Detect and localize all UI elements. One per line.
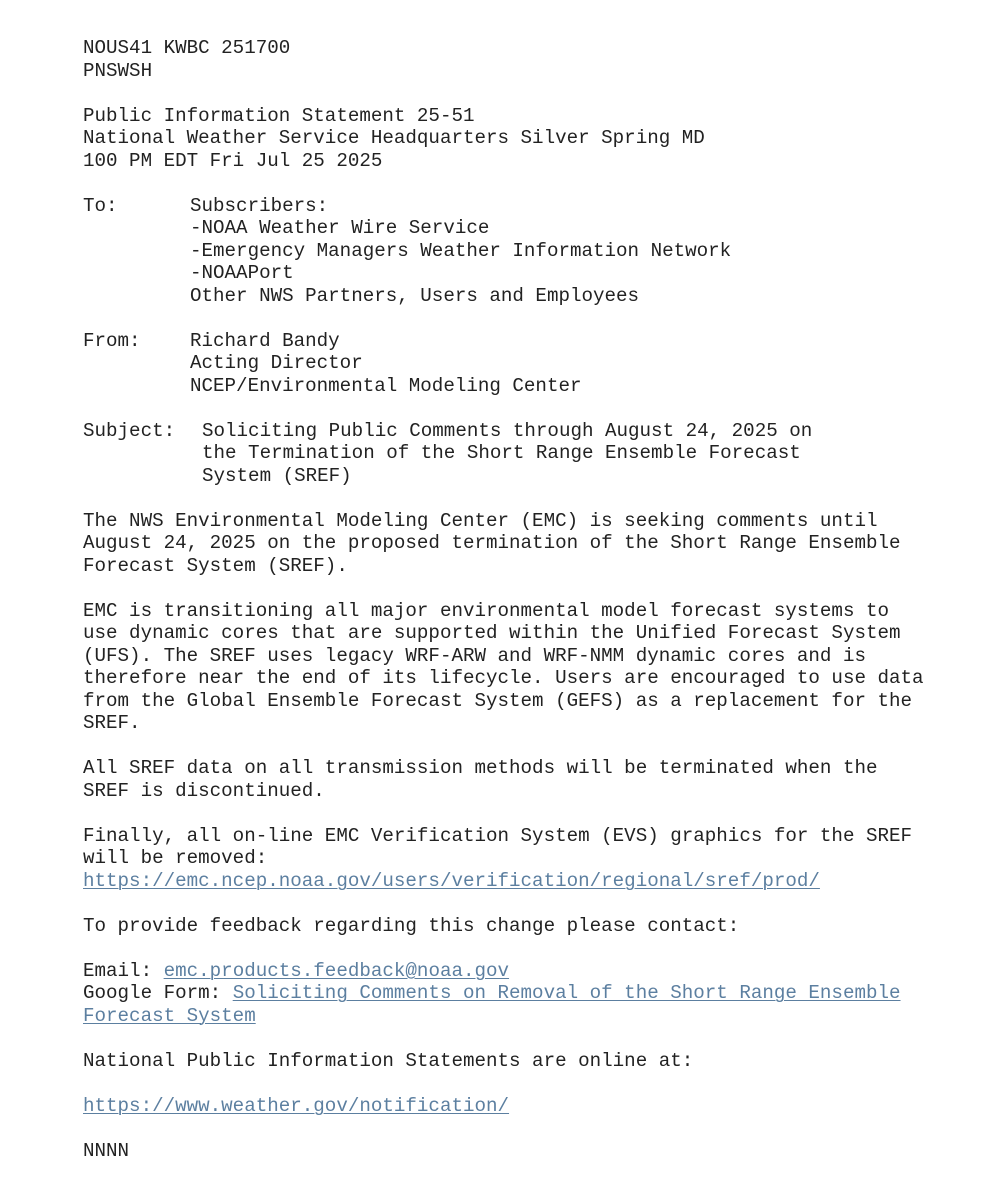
paragraph-line: from the Global Ensemble Forecast System (GEFS) as a replacement for the xyxy=(83,689,913,712)
spacer xyxy=(83,1117,973,1140)
paragraph-data-termination xyxy=(83,757,973,802)
paragraph-line: Finally, all on-line EMC Verification System (EVS) graphics for the SREF xyxy=(83,824,913,847)
paragraph-line: EMC is transitioning all major environmental model forecast systems to xyxy=(83,599,890,622)
spacer xyxy=(83,397,973,420)
issue-datetime: 100 PM EDT Fri Jul 25 2025 xyxy=(83,149,383,172)
paragraph-transition xyxy=(83,600,973,735)
to-line: -NOAA Weather Wire Service xyxy=(190,217,490,239)
paragraph-line: Forecast System (SREF). xyxy=(83,554,348,577)
to-line: -Emergency Managers Weather Information Network xyxy=(190,239,732,262)
from-line: NCEP/Environmental Modeling Center xyxy=(190,374,582,397)
spacer xyxy=(83,892,973,915)
email-link[interactable]: emc.products.feedback@noaa.gov xyxy=(163,959,510,982)
spacer xyxy=(83,172,973,195)
online-statements-text: National Public Information Statements are online at: xyxy=(83,1049,694,1072)
google-form-link[interactable]: Soliciting Comments on Removal of the Short Range Ensemble xyxy=(232,982,901,1004)
awips-id: PNSWSH xyxy=(83,59,153,82)
paragraph-line: The NWS Environmental Modeling Center (EMC) is seeking comments until xyxy=(83,509,878,532)
to-line: Subscribers: xyxy=(190,194,329,217)
paragraph-line: (UFS). The SREF uses legacy WRF-ARW and WRF-NMM dynamic cores and is xyxy=(83,644,866,667)
feedback-intro: To provide feedback regarding this change please contact: xyxy=(83,914,740,937)
subject-line: System (SREF) xyxy=(202,464,352,487)
subject-label: Subject: xyxy=(83,419,176,442)
spacer xyxy=(83,1027,973,1050)
paragraph-line: SREF is discontinued. xyxy=(83,779,325,802)
google-form-link-continued[interactable]: Forecast System xyxy=(83,1004,256,1027)
paragraph-evs-graphics xyxy=(83,825,973,893)
subject-block xyxy=(83,420,973,488)
paragraph-line: use dynamic cores that are supported within the Unified Forecast System xyxy=(83,622,901,644)
to-block xyxy=(83,195,973,308)
end-marker: NNNN xyxy=(83,1139,130,1162)
email-label: Email: xyxy=(83,959,164,982)
from-line: Acting Director xyxy=(190,352,363,374)
paragraph-line: will be removed: xyxy=(83,847,268,869)
from-block xyxy=(83,330,973,398)
spacer xyxy=(83,735,973,758)
spacer xyxy=(83,487,973,510)
from-label: From: xyxy=(83,329,141,352)
paragraph-line: SREF. xyxy=(83,712,141,734)
spacer xyxy=(83,82,973,105)
paragraph-line: All SREF data on all transmission methods will be terminated when the xyxy=(83,757,878,779)
wmo-header: NOUS41 KWBC 251700 xyxy=(83,37,291,59)
google-form-label: Google Form: xyxy=(83,982,233,1004)
to-line: -NOAAPort xyxy=(190,262,294,284)
to-label: To: xyxy=(83,194,118,217)
spacer xyxy=(83,577,973,600)
paragraph-line: therefore near the end of its lifecycle. Users are encouraged to use data xyxy=(83,667,924,689)
paragraph-line: August 24, 2025 on the proposed termination of the Short Range Ensemble xyxy=(83,532,901,554)
paragraph-intro xyxy=(83,510,973,578)
to-line: Other NWS Partners, Users and Employees xyxy=(190,284,640,307)
subject-line: the Termination of the Short Range Ensemble Forecast xyxy=(202,442,801,464)
issuing-office: National Weather Service Headquarters Silver Spring MD xyxy=(83,127,705,149)
spacer xyxy=(83,307,973,330)
contact-block xyxy=(83,960,973,1028)
evs-sref-link[interactable]: https://emc.ncep.noaa.gov/users/verification/regional/sref/prod/ xyxy=(83,869,820,892)
from-line: Richard Bandy xyxy=(190,329,340,352)
document xyxy=(83,37,973,1162)
spacer xyxy=(83,802,973,825)
subject-line: Soliciting Public Comments through August 24, 2025 on xyxy=(202,419,813,442)
spacer xyxy=(83,1072,973,1095)
statement-title: Public Information Statement 25-51 xyxy=(83,104,475,127)
notification-link[interactable]: https://www.weather.gov/notification/ xyxy=(83,1094,510,1117)
spacer xyxy=(83,937,973,960)
